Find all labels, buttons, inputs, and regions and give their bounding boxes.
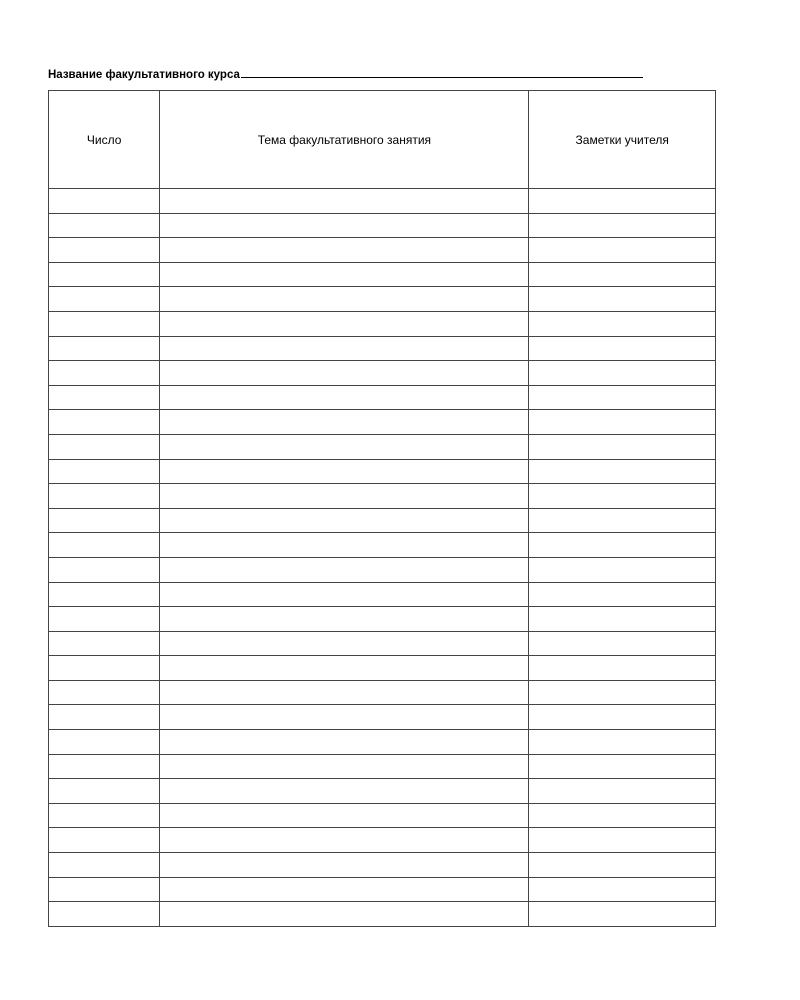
topic-cell[interactable] xyxy=(160,902,529,927)
header-notes: Заметки учителя xyxy=(529,91,716,189)
notes-cell[interactable] xyxy=(529,853,716,878)
date-cell[interactable] xyxy=(49,336,160,361)
notes-cell[interactable] xyxy=(529,434,716,459)
header-date: Число xyxy=(49,91,160,189)
topic-cell[interactable] xyxy=(160,189,529,214)
table-row xyxy=(49,459,716,484)
notes-cell[interactable] xyxy=(529,262,716,287)
table-row xyxy=(49,828,716,853)
notes-cell[interactable] xyxy=(529,189,716,214)
table-row xyxy=(49,434,716,459)
table-row xyxy=(49,877,716,902)
table-row xyxy=(49,803,716,828)
notes-cell[interactable] xyxy=(529,779,716,804)
date-cell[interactable] xyxy=(49,607,160,632)
course-name-label: Название факультативного курса xyxy=(48,69,240,81)
table-row xyxy=(49,238,716,263)
date-cell[interactable] xyxy=(49,656,160,681)
header-topic: Тема факультативного занятия xyxy=(160,91,529,189)
topic-cell[interactable] xyxy=(160,459,529,484)
date-cell[interactable] xyxy=(49,779,160,804)
date-cell[interactable] xyxy=(49,730,160,755)
notes-cell[interactable] xyxy=(529,459,716,484)
notes-cell[interactable] xyxy=(529,311,716,336)
date-cell[interactable] xyxy=(49,853,160,878)
notes-cell[interactable] xyxy=(529,680,716,705)
topic-cell[interactable] xyxy=(160,582,529,607)
date-cell[interactable] xyxy=(49,410,160,435)
notes-cell[interactable] xyxy=(529,557,716,582)
date-cell[interactable] xyxy=(49,484,160,509)
date-cell[interactable] xyxy=(49,828,160,853)
topic-cell[interactable] xyxy=(160,656,529,681)
topic-cell[interactable] xyxy=(160,730,529,755)
table-row xyxy=(49,385,716,410)
topic-cell[interactable] xyxy=(160,311,529,336)
lesson-journal-table xyxy=(48,90,716,927)
notes-cell[interactable] xyxy=(529,213,716,238)
notes-cell[interactable] xyxy=(529,705,716,730)
topic-cell[interactable] xyxy=(160,385,529,410)
topic-cell[interactable] xyxy=(160,434,529,459)
notes-cell[interactable] xyxy=(529,902,716,927)
notes-cell[interactable] xyxy=(529,607,716,632)
notes-cell[interactable] xyxy=(529,803,716,828)
notes-cell[interactable] xyxy=(529,484,716,509)
topic-cell[interactable] xyxy=(160,287,529,312)
topic-cell[interactable] xyxy=(160,705,529,730)
date-cell[interactable] xyxy=(49,557,160,582)
date-cell[interactable] xyxy=(49,238,160,263)
date-cell[interactable] xyxy=(49,287,160,312)
table-row xyxy=(49,582,716,607)
table-row xyxy=(49,779,716,804)
table-row xyxy=(49,557,716,582)
date-cell[interactable] xyxy=(49,213,160,238)
topic-cell[interactable] xyxy=(160,754,529,779)
topic-cell[interactable] xyxy=(160,484,529,509)
table-row xyxy=(49,262,716,287)
topic-cell[interactable] xyxy=(160,238,529,263)
topic-cell[interactable] xyxy=(160,853,529,878)
date-cell[interactable] xyxy=(49,631,160,656)
date-cell[interactable] xyxy=(49,877,160,902)
notes-cell[interactable] xyxy=(529,336,716,361)
notes-cell[interactable] xyxy=(529,656,716,681)
table-row xyxy=(49,533,716,558)
notes-cell[interactable] xyxy=(529,361,716,386)
table-row xyxy=(49,189,716,214)
notes-cell[interactable] xyxy=(529,533,716,558)
topic-cell[interactable] xyxy=(160,779,529,804)
table-row xyxy=(49,656,716,681)
notes-cell[interactable] xyxy=(529,508,716,533)
topic-cell[interactable] xyxy=(160,877,529,902)
topic-cell[interactable] xyxy=(160,361,529,386)
topic-cell[interactable] xyxy=(160,213,529,238)
notes-cell[interactable] xyxy=(529,730,716,755)
table-row xyxy=(49,410,716,435)
date-cell[interactable] xyxy=(49,902,160,927)
date-cell[interactable] xyxy=(49,189,160,214)
table-row xyxy=(49,336,716,361)
notes-cell[interactable] xyxy=(529,287,716,312)
table-row xyxy=(49,508,716,533)
table-row xyxy=(49,361,716,386)
notes-cell[interactable] xyxy=(529,754,716,779)
date-cell[interactable] xyxy=(49,508,160,533)
table-row xyxy=(49,730,716,755)
notes-cell[interactable] xyxy=(529,582,716,607)
date-cell[interactable] xyxy=(49,754,160,779)
date-cell[interactable] xyxy=(49,385,160,410)
table-row xyxy=(49,631,716,656)
notes-cell[interactable] xyxy=(529,385,716,410)
topic-cell[interactable] xyxy=(160,631,529,656)
topic-cell[interactable] xyxy=(160,508,529,533)
notes-cell[interactable] xyxy=(529,238,716,263)
table-row xyxy=(49,680,716,705)
table-row xyxy=(49,754,716,779)
header-row xyxy=(49,91,716,189)
date-cell[interactable] xyxy=(49,680,160,705)
course-name-line xyxy=(48,67,643,81)
topic-cell[interactable] xyxy=(160,533,529,558)
date-cell[interactable] xyxy=(49,533,160,558)
topic-cell[interactable] xyxy=(160,336,529,361)
topic-cell[interactable] xyxy=(160,262,529,287)
table-row xyxy=(49,311,716,336)
date-cell[interactable] xyxy=(49,311,160,336)
date-cell[interactable] xyxy=(49,803,160,828)
journal-body xyxy=(49,189,716,927)
topic-cell[interactable] xyxy=(160,410,529,435)
topic-cell[interactable] xyxy=(160,607,529,632)
notes-cell[interactable] xyxy=(529,877,716,902)
table-row xyxy=(49,287,716,312)
date-cell[interactable] xyxy=(49,262,160,287)
date-cell[interactable] xyxy=(49,705,160,730)
table-row xyxy=(49,484,716,509)
table-row xyxy=(49,213,716,238)
date-cell[interactable] xyxy=(49,434,160,459)
table-row xyxy=(49,607,716,632)
notes-cell[interactable] xyxy=(529,410,716,435)
topic-cell[interactable] xyxy=(160,680,529,705)
notes-cell[interactable] xyxy=(529,828,716,853)
date-cell[interactable] xyxy=(49,459,160,484)
notes-cell[interactable] xyxy=(529,631,716,656)
table-row xyxy=(49,902,716,927)
date-cell[interactable] xyxy=(49,582,160,607)
course-name-blank xyxy=(241,67,643,78)
topic-cell[interactable] xyxy=(160,828,529,853)
topic-cell[interactable] xyxy=(160,557,529,582)
table-row xyxy=(49,705,716,730)
topic-cell[interactable] xyxy=(160,803,529,828)
date-cell[interactable] xyxy=(49,361,160,386)
table-row xyxy=(49,853,716,878)
